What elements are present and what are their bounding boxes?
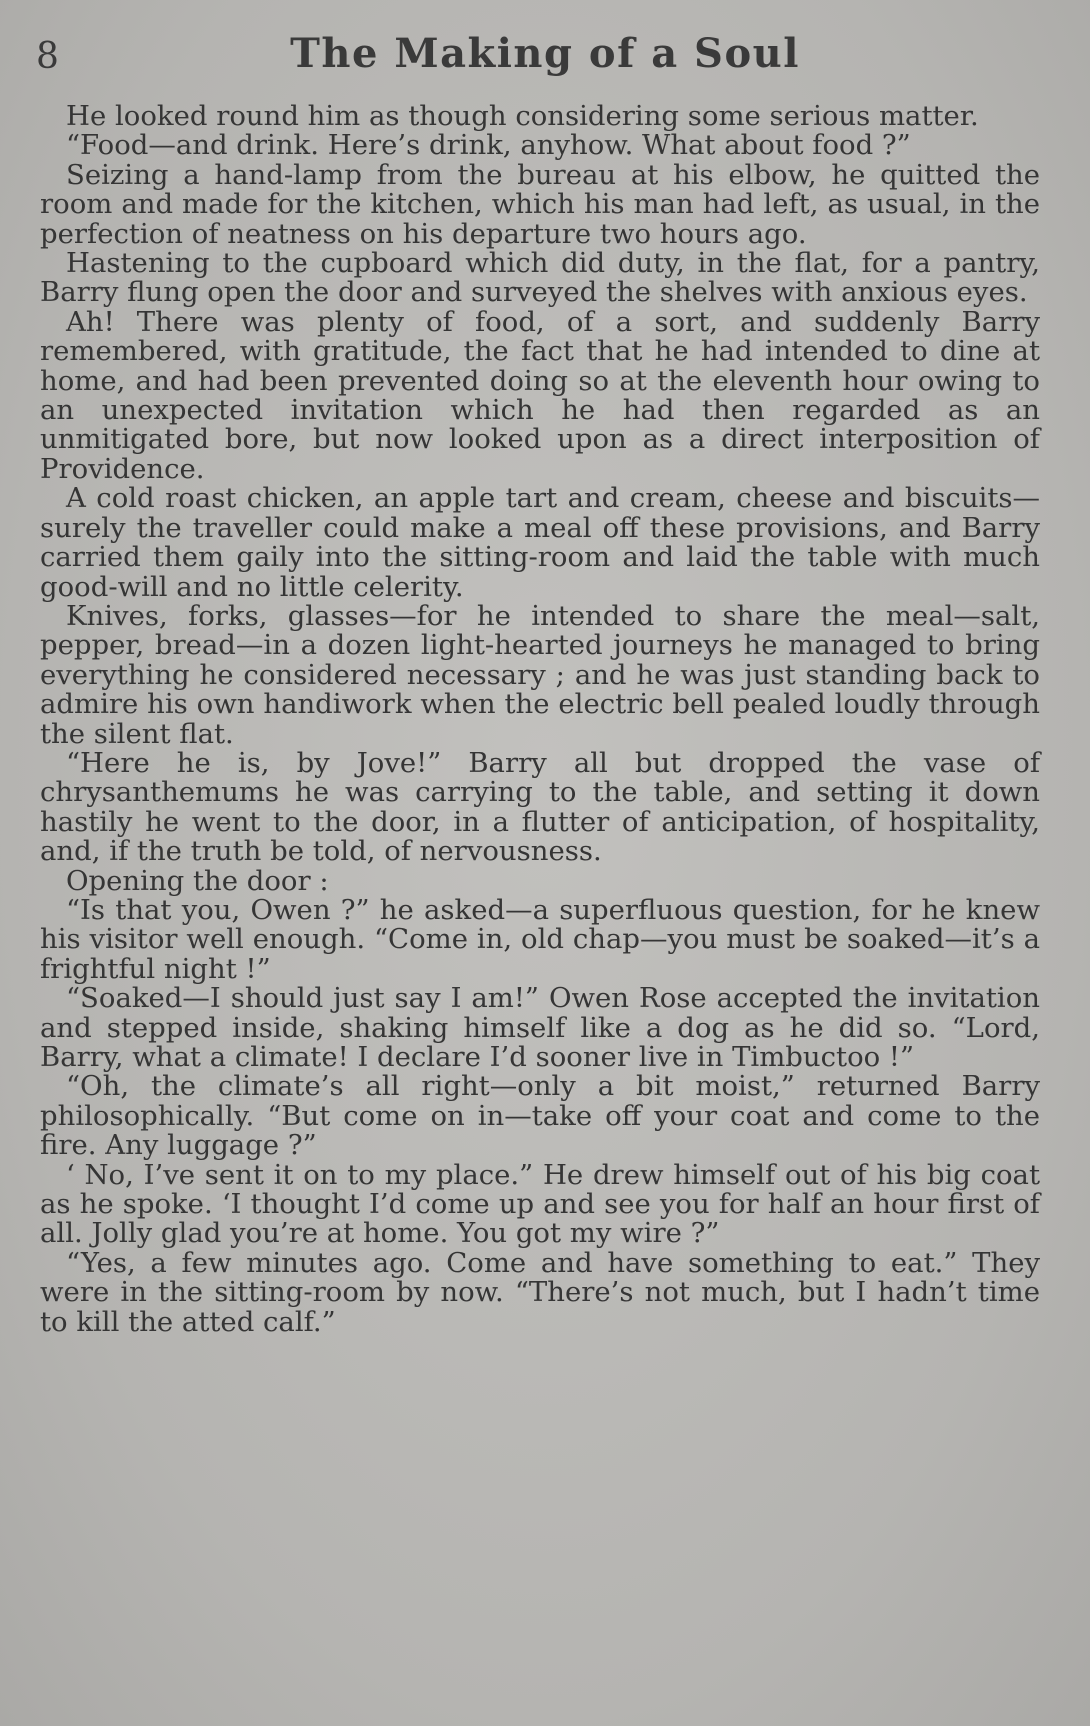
running-title: The Making of a Soul [290,30,800,77]
paragraph: ‘ No, I’ve sent it on to my place.” He drew himself out of his big coat as he spoke. ‘I thought I’d come up and see you for half an hour first of all. Jolly glad you’re at home. You got my wire ?” [40,1158,1040,1250]
paragraph: Hastening to the cupboard which did duty, in the flat, for a pantry, Barry flung open the door and surveyed the shelves with anxious eyes. [40,247,1040,309]
paragraph: A cold roast chicken, an apple tart and cream, cheese and biscuits—surely the traveller could make a meal off these provisions, and Barry carried them gaily into the sitting-room and laid the table with much good-will and no little celerity. [40,482,1040,603]
body-text [40,102,1040,1337]
paragraph: Seizing a hand-lamp from the bureau at his elbow, he quitted the room and made for the kitchen, which his man had left, as usual, in the perfection of neatness on his departure two hours ago. [40,158,1040,250]
paragraph: “Oh, the climate’s all right—only a bit moist,” returned Barry philosophically. “But come on in—take off your coat and come to the fire. Any luggage ?” [40,1070,1040,1162]
page-number: 8 [36,36,59,77]
paragraph: Ah! There was plenty of food, of a sort, and suddenly Barry remembered, with gratitude, the fact that he had intended to dine at home, and had been prevented doing so at the eleventh hour owing to an unexpected invitation which he had then regarded as an unmitigated bore, but now looked upon as a direct interposition of Providence. [40,305,1040,485]
paragraph: Knives, forks, glasses—for he intended to share the meal—salt, pepper, bread—in a dozen light-hearted journeys he managed to bring everything he considered necessary ; and he was just standing back to admire his own handiwork when the electric bell pealed loudly through the silent flat. [40,599,1040,750]
paragraph: “Is that you, Owen ?” he asked—a superfluous question, for he knew his visitor well enough. “Come in, old chap—you must be soaked—it’s a frightful night !” [40,893,1040,985]
paragraph: “Here he is, by Jove!” Barry all but dropped the vase of chrysanthemums he was carrying to the table, and setting it down hastily he went to the door, in a flutter of anticipation, of hospitality, and, if the truth be told, of nervousness. [40,746,1040,868]
paragraph: Opening the door : [66,864,329,897]
page-header [0,30,1090,90]
paragraph: He looked round him as though considering some serious matter. [66,100,979,132]
paragraph: “Soaked—I should just say I am!” Owen Rose accepted the invitation and stepped inside, shaking himself like a dog as he did so. “Lord, Barry, what a climate! I declare I’d sooner live in Timbuctoo !” [40,982,1040,1073]
paragraph: “Yes, a few minutes ago. Come and have something to eat.” They were in the sitting-room by now. “There’s not much, but I hadn’t time to kill the atted calf.” [40,1246,1040,1338]
paragraph: “Food—and drink. Here’s drink, anyhow. What about food ?” [66,129,911,162]
